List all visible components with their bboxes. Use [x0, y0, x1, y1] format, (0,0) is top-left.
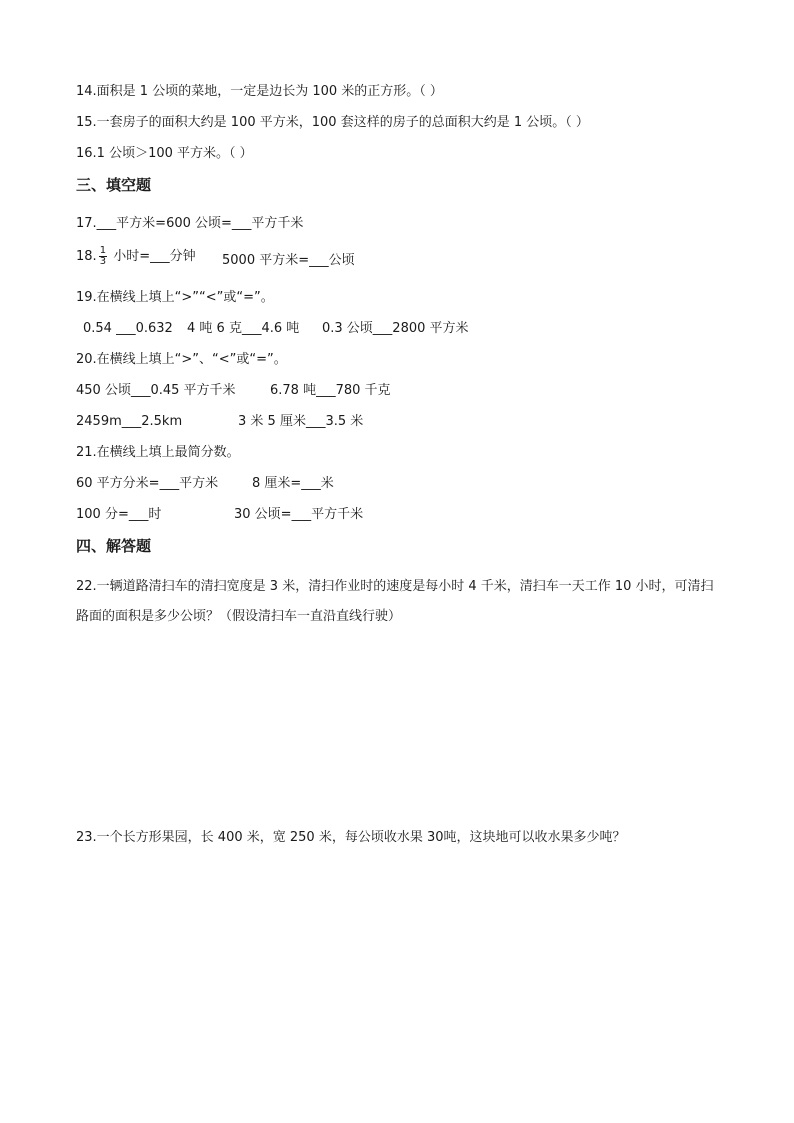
question-20-item-1: 450 公顷___0.45 平方千米 — [76, 383, 236, 398]
question-21-item-1: 60 平方分米=___平方米 — [76, 476, 219, 491]
question-21-item-3: 100 分=___时 — [76, 507, 162, 522]
question-18-part-a: 小时=___分钟 — [113, 249, 196, 264]
question-18-number: 18. — [76, 249, 97, 264]
question-21-item-4: 30 公顷=___平方千米 — [234, 507, 364, 522]
question-23: 23.一个长方形果园，长 400 米，宽 250 米，每公顷收水果 30吨，这块地可以收水果多少吨？ — [76, 830, 626, 845]
question-14: 14.面积是 1 公顷的菜地，一定是边长为 100 米的正方形。（ ） — [76, 84, 443, 99]
question-20-title: 20.在横线上填上“>”、“<”或“=”。 — [76, 352, 287, 367]
section-title-fill-in: 三、填空题 — [76, 176, 152, 194]
question-19-item-3: 0.3 公顷___2800 平方米 — [322, 321, 469, 336]
question-17: 17.___平方米=600 公顷=___平方千米 — [76, 216, 304, 231]
section-title-solve: 四、解答题 — [76, 537, 152, 555]
question-18 — [76, 246, 196, 267]
question-18-part-b: 5000 平方米=___公顷 — [222, 253, 355, 268]
fraction-one-third: $\frac{1}{3}$ — [99, 245, 107, 267]
question-19-item-2: 4 吨 6 克___4.6 吨 — [187, 321, 300, 336]
question-19-item-1: 0.54 ___0.632 — [83, 321, 173, 336]
question-20-item-2: 6.78 吨___780 千克 — [270, 383, 391, 398]
question-21-item-2: 8 厘米=___米 — [252, 476, 334, 491]
question-16: 16.1 公顷＞100 平方米。（ ） — [76, 146, 253, 161]
question-21-title: 21.在横线上填上最简分数。 — [76, 445, 240, 460]
question-15: 15.一套房子的面积大约是 100 平方米，100 套这样的房子的总面积大约是 1 公顷。（ ） — [76, 115, 589, 130]
question-20-item-4: 3 米 5 厘米___3.5 米 — [238, 414, 364, 429]
question-19-title: 19.在横线上填上“>”“<”或“=”。 — [76, 290, 274, 305]
question-20-item-3: 2459m___2.5km — [76, 414, 183, 429]
question-22: 22.一辆道路清扫车的清扫宽度是 3 米，清扫作业时的速度是每小时 4 千米，清扫车一天工作 10 小时，可清扫路面的面积是多少公顷？（假设清扫车一直沿直线行驶） — [76, 579, 714, 624]
